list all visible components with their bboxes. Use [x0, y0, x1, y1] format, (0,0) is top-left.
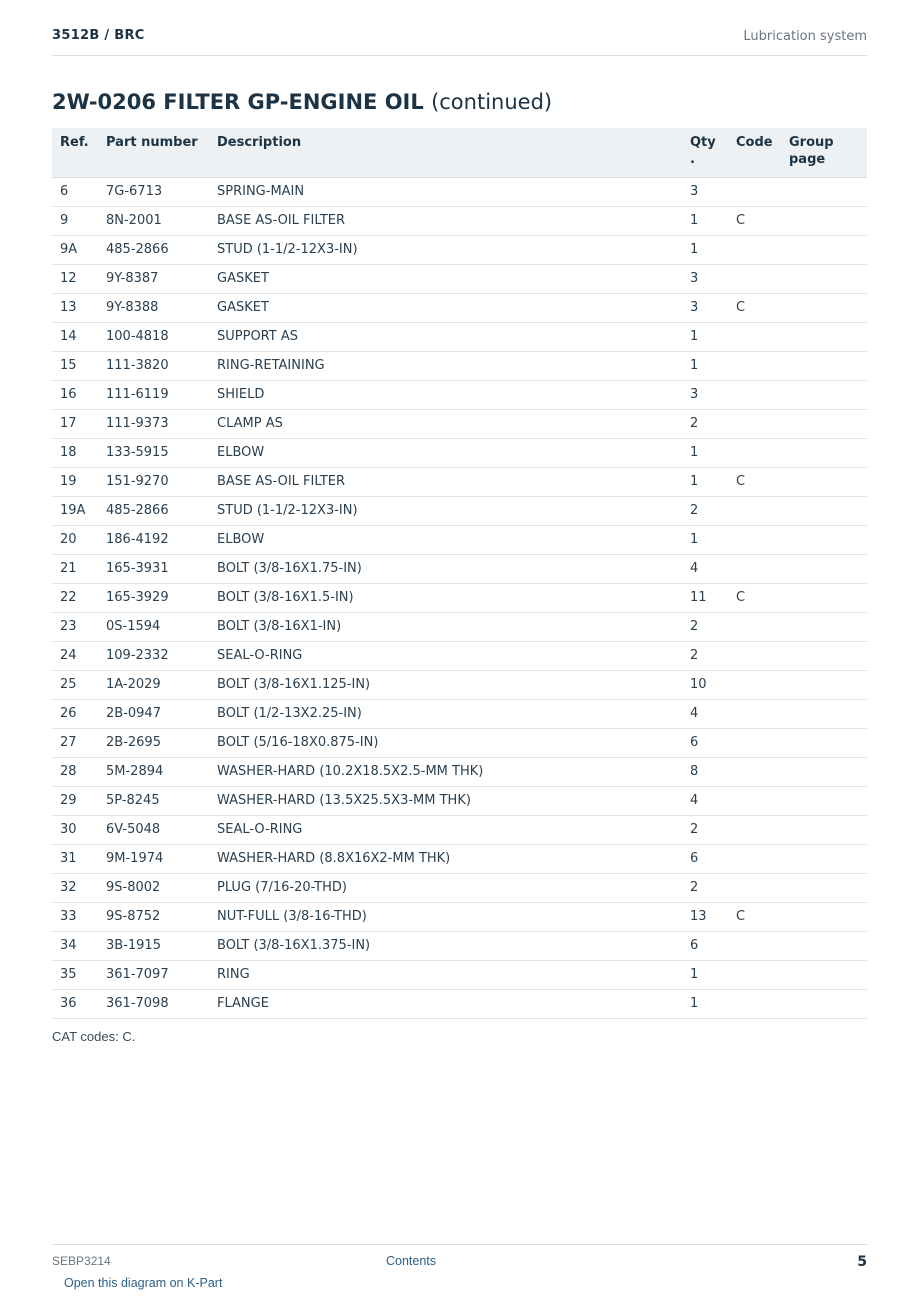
group-page-cell — [781, 960, 867, 989]
ref-cell: 34 — [52, 931, 98, 960]
part-number-cell: 2B-2695 — [98, 728, 209, 757]
ref-cell: 24 — [52, 641, 98, 670]
description-cell: ELBOW — [209, 525, 682, 554]
group-page-cell — [781, 873, 867, 902]
qty-cell: 2 — [682, 409, 728, 438]
description-cell: BOLT (3/8-16X1.75-IN) — [209, 554, 682, 583]
part-number-cell: 1A-2029 — [98, 670, 209, 699]
part-number-cell: 5P-8245 — [98, 786, 209, 815]
ref-cell: 19 — [52, 467, 98, 496]
description-cell: PLUG (7/16-20-THD) — [209, 873, 682, 902]
group-page-cell — [781, 670, 867, 699]
group-page-cell — [781, 322, 867, 351]
code-cell — [728, 351, 781, 380]
part-number-cell: 165-3929 — [98, 583, 209, 612]
description-cell: BOLT (3/8-16X1.5-IN) — [209, 583, 682, 612]
qty-cell: 1 — [682, 438, 728, 467]
code-cell — [728, 177, 781, 206]
section-label: Lubrication system — [743, 29, 867, 44]
description-cell: SUPPORT AS — [209, 322, 682, 351]
contents-link[interactable]: Contents — [386, 1254, 437, 1268]
ref-cell: 35 — [52, 960, 98, 989]
description-cell: SPRING-MAIN — [209, 177, 682, 206]
table-row — [52, 235, 867, 264]
qty-cell: 3 — [682, 264, 728, 293]
column-header-code: Code — [728, 128, 781, 177]
qty-cell: 2 — [682, 815, 728, 844]
code-cell — [728, 235, 781, 264]
part-number-cell: 9M-1974 — [98, 844, 209, 873]
ref-cell: 16 — [52, 380, 98, 409]
qty-cell: 4 — [682, 554, 728, 583]
table-row — [52, 873, 867, 902]
code-cell — [728, 641, 781, 670]
column-header-qty: Qty . — [682, 128, 728, 177]
part-number-cell: 9Y-8387 — [98, 264, 209, 293]
code-cell — [728, 525, 781, 554]
code-cell: C — [728, 902, 781, 931]
description-cell: GASKET — [209, 293, 682, 322]
ref-cell: 13 — [52, 293, 98, 322]
description-cell: BOLT (3/8-16X1-IN) — [209, 612, 682, 641]
group-page-cell — [781, 496, 867, 525]
table-row — [52, 757, 867, 786]
code-cell: C — [728, 583, 781, 612]
qty-cell: 6 — [682, 728, 728, 757]
table-row — [52, 264, 867, 293]
description-cell: SEAL-O-RING — [209, 641, 682, 670]
qty-cell: 2 — [682, 496, 728, 525]
column-header-part-number: Part number — [98, 128, 209, 177]
description-cell: BASE AS-OIL FILTER — [209, 206, 682, 235]
model-label: 3512B / BRC — [52, 28, 145, 43]
column-header-description: Description — [209, 128, 682, 177]
table-header-row — [52, 128, 867, 177]
table-row — [52, 583, 867, 612]
part-number-cell: 5M-2894 — [98, 757, 209, 786]
description-cell: RING — [209, 960, 682, 989]
description-cell: CLAMP AS — [209, 409, 682, 438]
group-page-cell — [781, 177, 867, 206]
table-row — [52, 989, 867, 1018]
qty-cell: 10 — [682, 670, 728, 699]
description-cell: WASHER-HARD (10.2X18.5X2.5-MM THK) — [209, 757, 682, 786]
table-row — [52, 699, 867, 728]
group-page-cell — [781, 815, 867, 844]
table-row — [52, 931, 867, 960]
ref-cell: 17 — [52, 409, 98, 438]
ref-cell: 33 — [52, 902, 98, 931]
group-page-cell — [781, 612, 867, 641]
part-number-cell: 3B-1915 — [98, 931, 209, 960]
ref-cell: 9 — [52, 206, 98, 235]
ref-cell: 14 — [52, 322, 98, 351]
description-cell: BOLT (3/8-16X1.375-IN) — [209, 931, 682, 960]
group-page-cell — [781, 467, 867, 496]
ref-cell: 15 — [52, 351, 98, 380]
ref-cell: 23 — [52, 612, 98, 641]
qty-cell: 6 — [682, 844, 728, 873]
qty-cell: 4 — [682, 699, 728, 728]
part-number-cell: 0S-1594 — [98, 612, 209, 641]
ref-cell: 22 — [52, 583, 98, 612]
part-number-cell: 9S-8752 — [98, 902, 209, 931]
page-title — [52, 90, 552, 114]
part-number-cell: 9S-8002 — [98, 873, 209, 902]
code-cell — [728, 873, 781, 902]
part-number-cell: 111-9373 — [98, 409, 209, 438]
ref-cell: 12 — [52, 264, 98, 293]
group-page-cell — [781, 409, 867, 438]
page-footer — [52, 1244, 867, 1274]
group-page-cell — [781, 931, 867, 960]
group-page-cell — [781, 554, 867, 583]
code-cell — [728, 931, 781, 960]
code-cell — [728, 960, 781, 989]
table-row — [52, 496, 867, 525]
title-suffix: (continued) — [431, 90, 553, 114]
group-page-cell — [781, 206, 867, 235]
table-row — [52, 177, 867, 206]
description-cell: FLANGE — [209, 989, 682, 1018]
ref-cell: 6 — [52, 177, 98, 206]
group-page-cell — [781, 786, 867, 815]
code-cell — [728, 438, 781, 467]
ref-cell: 9A — [52, 235, 98, 264]
table-row — [52, 351, 867, 380]
group-page-cell — [781, 351, 867, 380]
table-row — [52, 322, 867, 351]
code-cell — [728, 612, 781, 641]
part-number-cell: 186-4192 — [98, 525, 209, 554]
table-row — [52, 554, 867, 583]
table-row — [52, 728, 867, 757]
group-page-cell — [781, 293, 867, 322]
group-page-cell — [781, 641, 867, 670]
part-number-cell: 6V-5048 — [98, 815, 209, 844]
qty-cell: 3 — [682, 380, 728, 409]
part-number-cell: 111-3820 — [98, 351, 209, 380]
table-row — [52, 293, 867, 322]
table-row — [52, 525, 867, 554]
description-cell: ELBOW — [209, 438, 682, 467]
table-row — [52, 380, 867, 409]
ref-cell: 26 — [52, 699, 98, 728]
part-number-cell: 165-3931 — [98, 554, 209, 583]
table-row — [52, 670, 867, 699]
group-page-cell — [781, 583, 867, 612]
table-row — [52, 844, 867, 873]
code-cell — [728, 496, 781, 525]
ref-cell: 27 — [52, 728, 98, 757]
group-page-cell — [781, 380, 867, 409]
open-kpart-link[interactable]: Open this diagram on K-Part — [64, 1276, 223, 1290]
table-row — [52, 815, 867, 844]
qty-cell: 1 — [682, 525, 728, 554]
table-row — [52, 438, 867, 467]
group-page-cell — [781, 902, 867, 931]
description-cell: BASE AS-OIL FILTER — [209, 467, 682, 496]
description-cell: RING-RETAINING — [209, 351, 682, 380]
group-page-cell — [781, 438, 867, 467]
table-row — [52, 786, 867, 815]
table-row — [52, 612, 867, 641]
part-number-cell: 109-2332 — [98, 641, 209, 670]
qty-cell: 1 — [682, 467, 728, 496]
code-cell — [728, 989, 781, 1018]
part-number-cell: 111-6119 — [98, 380, 209, 409]
description-cell: BOLT (3/8-16X1.125-IN) — [209, 670, 682, 699]
qty-cell: 4 — [682, 786, 728, 815]
qty-cell: 13 — [682, 902, 728, 931]
ref-cell: 25 — [52, 670, 98, 699]
ref-cell: 19A — [52, 496, 98, 525]
qty-cell: 2 — [682, 641, 728, 670]
qty-cell: 1 — [682, 351, 728, 380]
description-cell: BOLT (1/2-13X2.25-IN) — [209, 699, 682, 728]
code-cell — [728, 264, 781, 293]
table-row — [52, 409, 867, 438]
code-cell — [728, 699, 781, 728]
ref-cell: 30 — [52, 815, 98, 844]
group-page-cell — [781, 757, 867, 786]
ref-cell: 29 — [52, 786, 98, 815]
code-cell — [728, 786, 781, 815]
description-cell: STUD (1-1/2-12X3-IN) — [209, 496, 682, 525]
description-cell: SHIELD — [209, 380, 682, 409]
description-cell: STUD (1-1/2-12X3-IN) — [209, 235, 682, 264]
part-number-cell: 485-2866 — [98, 235, 209, 264]
code-cell — [728, 409, 781, 438]
group-page-cell — [781, 728, 867, 757]
table-row — [52, 960, 867, 989]
cat-codes-note: CAT codes: C. — [52, 1029, 136, 1044]
table-row — [52, 641, 867, 670]
group-page-cell — [781, 264, 867, 293]
column-header-ref: Ref. — [52, 128, 98, 177]
qty-cell: 8 — [682, 757, 728, 786]
table-row — [52, 206, 867, 235]
ref-cell: 18 — [52, 438, 98, 467]
ref-cell: 32 — [52, 873, 98, 902]
qty-cell: 1 — [682, 960, 728, 989]
column-header-group-page: Group page — [781, 128, 867, 177]
code-cell — [728, 757, 781, 786]
table-row — [52, 467, 867, 496]
qty-cell: 1 — [682, 235, 728, 264]
group-page-cell — [781, 989, 867, 1018]
part-number-cell: 8N-2001 — [98, 206, 209, 235]
group-page-cell — [781, 844, 867, 873]
description-cell: NUT-FULL (3/8-16-THD) — [209, 902, 682, 931]
ref-cell: 36 — [52, 989, 98, 1018]
qty-cell: 1 — [682, 206, 728, 235]
title-main: 2W-0206 FILTER GP-ENGINE OIL — [52, 90, 424, 114]
code-cell: C — [728, 467, 781, 496]
qty-cell: 2 — [682, 873, 728, 902]
part-number-cell: 2B-0947 — [98, 699, 209, 728]
document-id: SEBP3214 — [52, 1254, 111, 1268]
code-cell: C — [728, 293, 781, 322]
part-number-cell: 361-7098 — [98, 989, 209, 1018]
group-page-cell — [781, 235, 867, 264]
code-cell — [728, 380, 781, 409]
part-number-cell: 485-2866 — [98, 496, 209, 525]
code-cell — [728, 322, 781, 351]
page-number: 5 — [857, 1254, 867, 1270]
qty-cell: 1 — [682, 322, 728, 351]
part-number-cell: 361-7097 — [98, 960, 209, 989]
description-cell: SEAL-O-RING — [209, 815, 682, 844]
description-cell: WASHER-HARD (8.8X16X2-MM THK) — [209, 844, 682, 873]
code-cell — [728, 554, 781, 583]
qty-cell: 6 — [682, 931, 728, 960]
part-number-cell: 9Y-8388 — [98, 293, 209, 322]
description-cell: GASKET — [209, 264, 682, 293]
qty-cell: 3 — [682, 293, 728, 322]
page-header — [52, 28, 867, 56]
ref-cell: 28 — [52, 757, 98, 786]
description-cell: BOLT (5/16-18X0.875-IN) — [209, 728, 682, 757]
code-cell — [728, 728, 781, 757]
code-cell — [728, 670, 781, 699]
part-number-cell: 100-4818 — [98, 322, 209, 351]
code-cell: C — [728, 206, 781, 235]
ref-cell: 21 — [52, 554, 98, 583]
part-number-cell: 7G-6713 — [98, 177, 209, 206]
group-page-cell — [781, 699, 867, 728]
ref-cell: 31 — [52, 844, 98, 873]
part-number-cell: 151-9270 — [98, 467, 209, 496]
part-number-cell: 133-5915 — [98, 438, 209, 467]
group-page-cell — [781, 525, 867, 554]
table-row — [52, 902, 867, 931]
parts-table — [52, 128, 867, 1019]
parts-table-body — [52, 177, 867, 1018]
qty-cell: 1 — [682, 989, 728, 1018]
description-cell: WASHER-HARD (13.5X25.5X3-MM THK) — [209, 786, 682, 815]
code-cell — [728, 844, 781, 873]
qty-cell: 11 — [682, 583, 728, 612]
qty-cell: 3 — [682, 177, 728, 206]
qty-cell: 2 — [682, 612, 728, 641]
code-cell — [728, 815, 781, 844]
ref-cell: 20 — [52, 525, 98, 554]
